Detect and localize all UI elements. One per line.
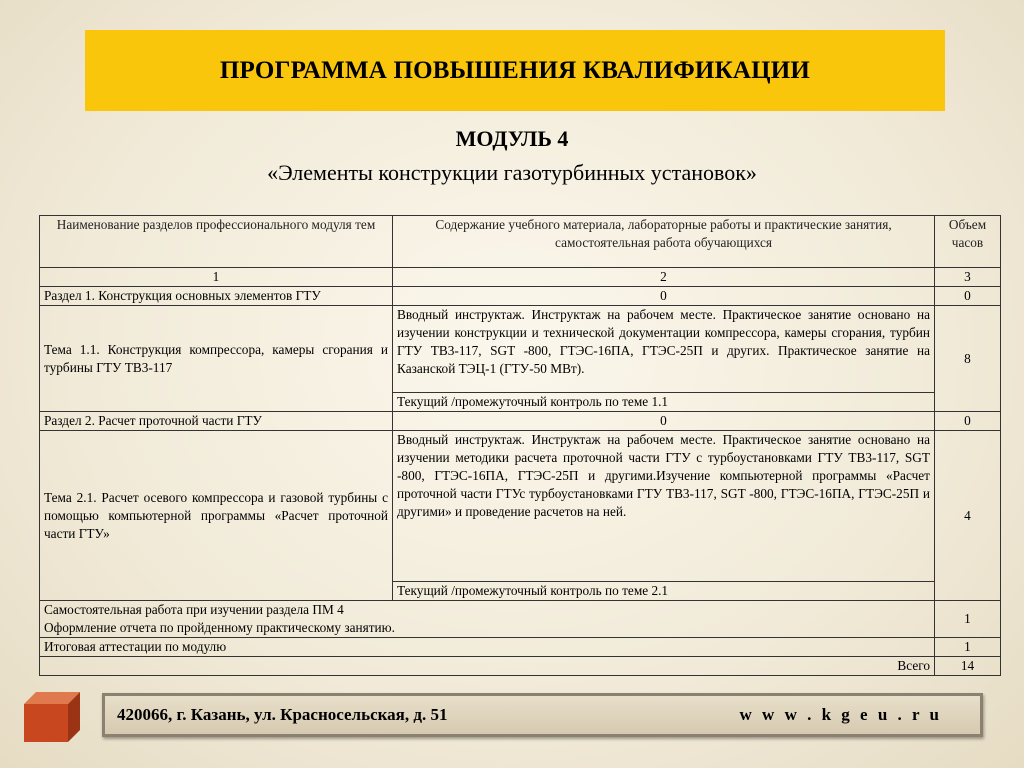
- table-header-row: [40, 216, 1001, 268]
- table-row: [40, 431, 1001, 582]
- section-hours: 0: [935, 412, 1001, 431]
- topic-content: Вводный инструктаж. Инструктаж на рабочем месте. Практическое занятие основано на изучении методики расчета проточной части ГТУ с турбоустановками ГТУ ТВ3-117, SGT -800, ГТЭС-16ПА, ГТЭС-25П и другими.Изучение компьютерной программы «Расчет проточной части ГТУс турбоустановками ГТУ ТВ3-117, SGT -800, ГТЭС-16ПА, ГТЭС-25П и другими» и проведение расчетов на ней.: [393, 431, 935, 582]
- header-cell-hours: Объем часов: [935, 216, 1001, 268]
- column-number: 1: [40, 268, 393, 287]
- table-row: [40, 306, 1001, 393]
- final-hours: 1: [935, 638, 1001, 657]
- total-label: Всего: [40, 657, 935, 676]
- topic-content: Вводный инструктаж. Инструктаж на рабочем месте. Практическое занятие основано на изучении конструкции и технической документации компрессора, камеры сгорания, турбин ГТУ ТВ3-117, SGT -800, ГТЭС-16ПА, ГТЭС-25П и других. Практическое занятие на Казанской ТЭЦ-1 (ГТУ-50 МВт).: [393, 306, 935, 393]
- footer-bar: [102, 693, 983, 737]
- module-title: МОДУЛЬ 4: [455, 126, 569, 151]
- independent-work-line: Оформление отчета по пройденному практическому занятию.: [44, 620, 395, 635]
- table-row: [40, 657, 1001, 676]
- title-banner: [85, 30, 945, 111]
- header-cell-sections: Наименование разделов профессионального модуля тем: [40, 216, 393, 268]
- independent-work-line: Самостоятельная работа при изучении раздела ПМ 4: [44, 602, 344, 617]
- module-subtitle: «Элементы конструкции газотурбинных установок»: [267, 160, 757, 185]
- total-hours: 14: [935, 657, 1001, 676]
- topic-name: Тема 1.1. Конструкция компрессора, камеры сгорания и турбины ГТУ ТВ3-117: [40, 306, 393, 412]
- cube-icon: [22, 688, 82, 744]
- table-row: [40, 287, 1001, 306]
- independent-hours: 1: [935, 601, 1001, 638]
- section-content: 0: [393, 412, 935, 431]
- section-hours: 0: [935, 287, 1001, 306]
- topic-control: Текущий /промежуточный контроль по теме 1.1: [393, 393, 935, 412]
- section-name: Раздел 2. Расчет проточной части ГТУ: [40, 412, 393, 431]
- final-attestation: Итоговая аттестации по модулю: [40, 638, 935, 657]
- topic-hours: 4: [935, 431, 1001, 601]
- header-cell-content: Содержание учебного материала, лабораторные работы и практические занятия, самостоятельная работа обучающихся: [393, 216, 935, 268]
- page-title: ПРОГРАММА ПОВЫШЕНИЯ КВАЛИФИКАЦИИ: [219, 56, 811, 84]
- section-name: Раздел 1. Конструкция основных элементов ГТУ: [40, 287, 393, 306]
- footer-address: 420066, г. Казань, ул. Красносельская, д. 51: [117, 705, 448, 724]
- topic-control: Текущий /промежуточный контроль по теме 2.1: [393, 582, 935, 601]
- column-numbers-row: [40, 268, 1001, 287]
- topic-name: Тема 2.1. Расчет осевого компрессора и газовой турбины с помощью компьютерной программы «Расчет проточной части ГТУ»: [40, 431, 393, 601]
- footer-website-link[interactable]: w w w . k g e u . r u: [739, 705, 942, 724]
- table-row: [40, 412, 1001, 431]
- table-row: [40, 601, 1001, 638]
- column-number: 2: [393, 268, 935, 287]
- curriculum-table: [39, 215, 1001, 676]
- table-row: [40, 638, 1001, 657]
- column-number: 3: [935, 268, 1001, 287]
- section-content: 0: [393, 287, 935, 306]
- independent-work: [40, 601, 935, 638]
- topic-hours: 8: [935, 306, 1001, 412]
